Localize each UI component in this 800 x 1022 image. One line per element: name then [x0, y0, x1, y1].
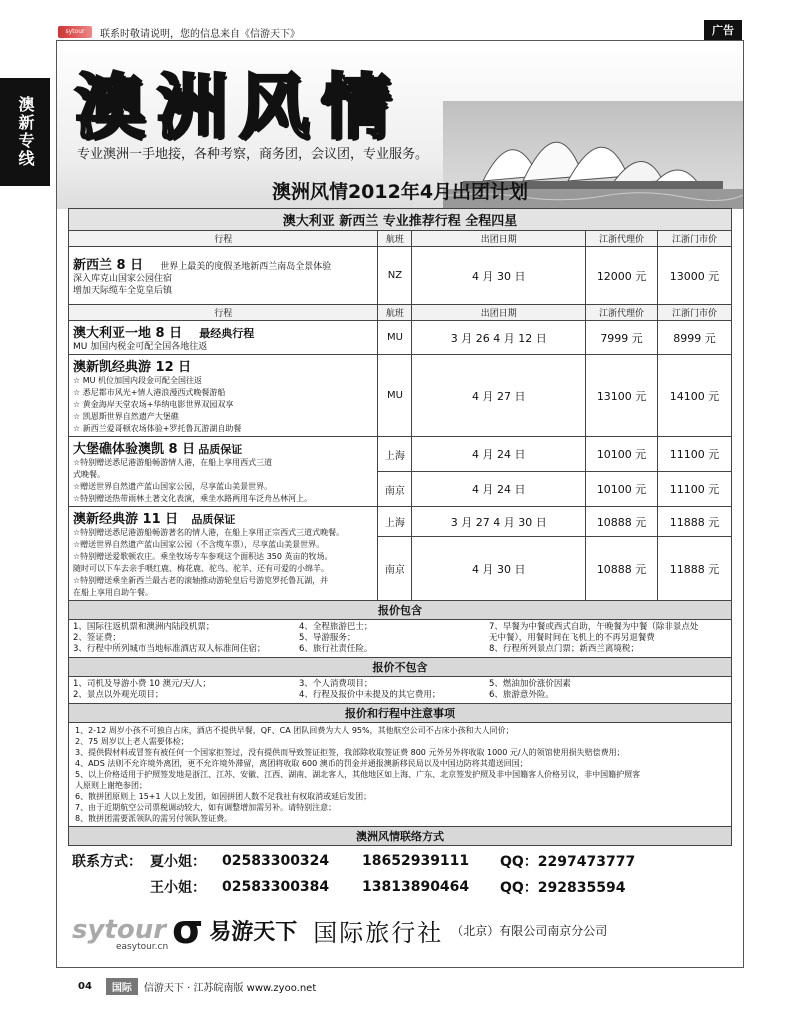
tour-bullet: ☆ 新西兰爱哥顿农场体验+罗托鲁瓦游湖自助餐	[73, 424, 242, 433]
tour-bullet: 在船上享用自助午餐。	[73, 588, 153, 597]
col-agent-price: 江浙代理价	[586, 305, 658, 321]
header-banner	[57, 41, 743, 209]
tour-bullet: ☆ 凯恩斯世界自然遗产大堡礁	[73, 412, 179, 421]
included-col	[295, 622, 485, 655]
agent-price: 10888 元	[586, 507, 658, 537]
col-itinerary: 行程	[69, 231, 378, 247]
col-agent-price: 江浙代理价	[586, 231, 658, 247]
excluded-item: 1、司机及导游小费 10 澳元/天/人；	[73, 679, 211, 689]
brand-logo: sytour	[72, 915, 167, 945]
tour-bullet: ☆ MU 机位加国内段金可配全国往返	[73, 376, 203, 385]
excluded-section	[69, 677, 732, 704]
tagline: 专业澳洲一手地接，各种考察，商务团，会议团，专业服务。	[77, 147, 429, 162]
tour-name: 新西兰 8 日	[73, 258, 144, 273]
contact-row	[72, 874, 635, 900]
agent-price: 10100 元	[586, 472, 658, 507]
date-cell: 3 月 27 4 月 30 日	[412, 507, 586, 537]
col-retail-price: 江浙门市价	[658, 231, 732, 247]
note-item: 5、以上价格适用于护照签发地是浙江、江苏、安徽、江西、湖南、湖北客人，其他地区如上海、广东、北京签发护照及非中国籍客人价格另议，非中国籍护照客	[75, 770, 641, 779]
included-item: 7、早餐为中餐或西式自助，午晚餐为中餐（除非景点处	[489, 622, 699, 632]
table-header	[69, 305, 732, 321]
contact-label: 联系方式：	[72, 854, 142, 870]
table-row	[69, 247, 732, 305]
excluded-title: 报价不包含	[69, 658, 732, 677]
brand-url: easytour.cn	[116, 942, 169, 952]
footer-brand	[72, 902, 732, 958]
page-footer	[78, 978, 316, 995]
retail-price: 13000 元	[658, 247, 732, 305]
contact-block	[72, 848, 635, 900]
contact-mobile: 13813890464	[362, 879, 470, 895]
note-item: 人原则上谢绝参团；	[75, 781, 147, 790]
tour-bullet: 式晚餐。	[73, 470, 105, 479]
flight-cell: 上海	[378, 507, 412, 537]
col-retail-price: 江浙门市价	[658, 305, 732, 321]
agent-price: 12000 元	[586, 247, 658, 305]
tour-tag: 最经典行程	[199, 327, 255, 340]
flight-cell: 南京	[378, 472, 412, 507]
agent-price: 13100 元	[586, 355, 658, 437]
excluded-col	[485, 679, 731, 701]
itinerary-cell	[69, 437, 378, 507]
notes-title: 报价和行程中注意事项	[69, 704, 732, 723]
notes-section	[69, 723, 732, 827]
brand-cn: 易游天下	[209, 919, 298, 945]
included-section	[69, 620, 732, 658]
itinerary-cell	[69, 247, 378, 305]
tour-name: 澳新经典游 11 日	[73, 512, 179, 527]
contact-row	[72, 848, 635, 874]
included-item: 3、行程中所列城市当地标准酒店双人标准间住宿；	[73, 644, 266, 654]
tour-tag: 品质保证	[191, 513, 236, 526]
contact-name: 王小姐：	[150, 880, 206, 896]
date-cell: 4 月 27 日	[412, 355, 586, 437]
agent-price: 7999 元	[586, 321, 658, 355]
retail-price: 8999 元	[658, 321, 732, 355]
included-item: 1、国际往返机票和澳洲内陆段机票；	[73, 622, 215, 632]
included-item: 5、导游服务；	[299, 633, 356, 643]
note-item: 7、由于近期航空公司票税调动较大，如有调整增加需另补。请特别注意；	[75, 803, 337, 812]
tour-name: 大堡礁体验澳凯 8 日	[73, 442, 196, 457]
itinerary-cell	[69, 321, 378, 355]
tour-bullet: ☆赠送世界自然遗产蓝山国家公园（不含缆车票），尽享蓝山美景世界。	[73, 540, 325, 549]
col-flight: 航班	[378, 305, 412, 321]
retail-price: 14100 元	[658, 355, 732, 437]
agent-price: 10888 元	[586, 537, 658, 601]
section-badge: 国际	[106, 978, 138, 995]
top-notice: 联系时敬请说明，您的信息来自《信游天下》	[100, 28, 300, 40]
date-cell: 4 月 24 日	[412, 472, 586, 507]
included-col	[485, 622, 731, 655]
note-item: 3、提供假材料或冒签有被任何一个国家拒签过，没有提供而导致签证拒签，我部除收取签证费 800 元外另外将收取 1000 元/人的领馆使用损失赔偿费用；	[75, 748, 625, 757]
tour-sub: 深入库克山国家公园住宿	[73, 274, 173, 284]
tour-tag: 品质保证	[198, 443, 243, 456]
contact-qq: QQ：292835594	[500, 880, 626, 896]
page-number: 04	[78, 981, 92, 992]
retail-price: 11100 元	[658, 472, 732, 507]
excluded-col	[295, 679, 485, 701]
page-title: 澳洲风情	[75, 66, 403, 148]
flight-cell: 南京	[378, 537, 412, 601]
tour-name: 澳大利亚一地 8 日	[73, 326, 183, 341]
ad-tag: 广告	[704, 20, 742, 40]
tour-table	[68, 208, 732, 846]
date-cell: 3 月 26 4 月 12 日	[412, 321, 586, 355]
excluded-item: 2、景点以外观光项目；	[73, 690, 164, 700]
tour-bullet: ☆特别赠送悉尼港游船畅游著名的情人港，在船上享用正宗西式三道式晚餐。	[73, 528, 345, 537]
included-col	[69, 622, 295, 655]
excluded-item: 6、旅游意外险。	[489, 690, 554, 700]
note-item: 4、ADS 法则不允许境外离团，更不允许境外滞留，离团将收取 600 澳币的罚金并通报澳新移民局以及中国边防将其遣送回国；	[75, 759, 528, 768]
flight-cell: MU	[378, 321, 412, 355]
included-title: 报价包含	[69, 601, 732, 620]
tour-sub: 增加天际缆车全览皇后镇	[73, 286, 173, 296]
included-item: 无中餐），用餐时间在飞机上的不再另退餐费	[489, 633, 655, 643]
flight-cell: MU	[378, 355, 412, 437]
date-cell: 4 月 30 日	[412, 537, 586, 601]
retail-price: 11100 元	[658, 437, 732, 472]
included-item: 2、签证费；	[73, 633, 121, 643]
contact-mobile: 18652939111	[362, 853, 470, 869]
tour-tag: 世界上最美的度假圣地新西兰南岛全景体验	[160, 262, 332, 272]
tour-bullet: 随时可以下车去亲手喂红鹿、梅花鹿、驼鸟、驼羊、还有可爱的小绵羊。	[73, 564, 329, 573]
itinerary-cell	[69, 507, 378, 601]
agency-name: 国际旅行社	[313, 918, 444, 947]
note-item: 1、2-12 周岁小孩不可独自占床，酒店不提供早餐，QF、CA 团队回费为大人 95%，其他航空公司不占床小孩和大人同价；	[75, 726, 514, 735]
tour-bullet: ☆特别赠送悉尼港游船畅游情人港，在船上享用西式三道	[73, 458, 273, 467]
tour-bullet: ☆ 悉尼都市风光+情人港浪漫西式晚餐游船	[73, 388, 226, 397]
tour-name: 澳新凯经典游 12 日	[73, 360, 192, 375]
col-flight: 航班	[378, 231, 412, 247]
table-row	[69, 321, 732, 355]
contact-qq: QQ：2297473777	[500, 854, 636, 870]
tour-bullet: ☆特别赠送热带雨林土著文化表演，乘坐水路两用车泛舟丛林河上。	[73, 494, 313, 503]
plan-title: 澳洲风情2012年4月出团计划	[271, 181, 529, 203]
agency-branch: （北京）有限公司南京分公司	[451, 923, 608, 938]
contact-name: 夏小姐：	[150, 854, 206, 870]
brand-swirl-icon: σ	[172, 907, 204, 953]
top-logo: sytour	[58, 26, 92, 38]
col-date: 出团日期	[412, 305, 586, 321]
table-row	[69, 355, 732, 437]
contact-tel: 02583300384	[222, 879, 330, 895]
col-date: 出团日期	[412, 231, 586, 247]
included-item: 8、行程所列景点门票；新西兰离境税；	[489, 644, 639, 654]
excluded-item: 3、个人消费项目；	[299, 679, 373, 689]
note-item: 6、散拼团原则上 15+1 人以上发团，如因拼团人数不足我社有权取消或延后发团；	[75, 792, 372, 801]
agent-price: 10100 元	[586, 437, 658, 472]
flight-cell: 上海	[378, 437, 412, 472]
top-notice-bar	[58, 24, 742, 40]
tour-bullet: ☆ 黄金海岸天堂农场+华纳电影世界双园双享	[73, 400, 234, 409]
tour-bullet: ☆特别赠送乘坐新西兰最古老的滚轴推动游轮皇后号游览罗托鲁瓦湖，并	[73, 576, 329, 585]
itinerary-cell	[69, 355, 378, 437]
table-row	[69, 507, 732, 537]
table-banner: 澳大利亚 新西兰 专业推荐行程 全程四星	[69, 209, 732, 231]
excluded-item: 4、行程及报价中未提及的其它费用；	[299, 690, 441, 700]
included-item: 6、旅行社责任险。	[299, 644, 373, 654]
col-itinerary: 行程	[69, 305, 378, 321]
included-item: 4、全程旅游巴士；	[299, 622, 373, 632]
contact-tel: 02583300324	[222, 853, 330, 869]
excluded-col	[69, 679, 295, 701]
side-tab: 澳新专线	[0, 78, 50, 186]
excluded-item: 5、燃油加价涨价因素	[489, 679, 571, 689]
tour-bullet: ☆特别赠送爱歌顿农庄。乘坐牧场专车参观这个面积达 350 英亩的牧场。	[73, 552, 333, 561]
note-item: 8、散拼团需要派领队的需另付领队签证费。	[75, 814, 233, 823]
tour-sub: MU 加国内税金可配全国各地往返	[73, 342, 208, 352]
date-cell: 4 月 24 日	[412, 437, 586, 472]
note-item: 2、75 周岁以上老人需要体检；	[75, 737, 189, 746]
retail-price: 11888 元	[658, 507, 732, 537]
contact-title: 澳洲风情联络方式	[69, 827, 732, 846]
table-header	[69, 231, 732, 247]
publication: 信游天下 · 江苏皖南版 www.zyoo.net	[143, 983, 317, 994]
tour-bullet: ☆赠送世界自然遗产蓝山国家公园，尽享蓝山美景世界。	[73, 482, 273, 491]
retail-price: 11888 元	[658, 537, 732, 601]
table-row	[69, 437, 732, 472]
date-cell: 4 月 30 日	[412, 247, 586, 305]
flight-cell: NZ	[378, 247, 412, 305]
